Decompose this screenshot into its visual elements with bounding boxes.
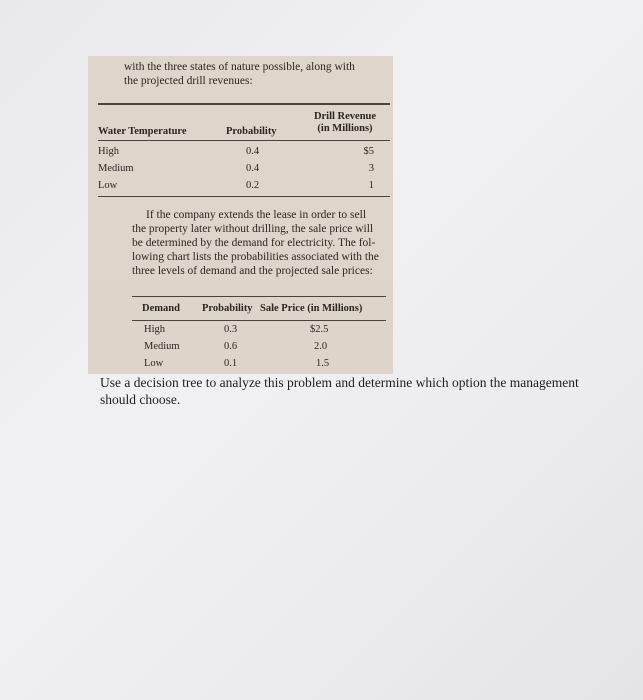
table1-header-water-temperature: Water Temperature	[98, 126, 187, 137]
table2-header-rule	[132, 320, 386, 321]
table1-top-rule	[98, 103, 390, 105]
excerpt-paragraph	[132, 208, 394, 278]
table2-cell-demand: Medium	[144, 341, 180, 352]
excerpt-intro	[124, 60, 386, 88]
question-text	[100, 374, 630, 408]
table1-cell-probability: 0.4	[246, 163, 260, 174]
intro-line: with the three states of nature possible, along with	[124, 61, 355, 73]
table2-header-sale-price: Sale Price (in Millions)	[260, 303, 363, 314]
table1-cell-revenue: $5	[363, 146, 374, 157]
table2-cell-probability: 0.1	[224, 358, 238, 369]
question-line: Use a decision tree to analyze this problem and determine which option the management	[100, 375, 579, 390]
table2-cell-demand: Low	[144, 358, 164, 369]
table2-header-demand: Demand	[142, 303, 180, 314]
table1-cell-probability: 0.4	[246, 146, 260, 157]
table1-cell-state: High	[98, 146, 119, 157]
paragraph-line: three levels of demand and the projected sale prices:	[132, 265, 373, 277]
table2-header-probability: Probability	[202, 303, 253, 314]
question-line: should choose.	[100, 392, 181, 407]
table1-header-rule	[98, 140, 390, 141]
table2-cell-demand: High	[144, 324, 165, 335]
table2-cell-probability: 0.3	[224, 324, 238, 335]
intro-line: the projected drill revenues:	[124, 75, 253, 87]
table2-cell-price: $2.5	[310, 324, 329, 335]
table1-cell-revenue: 3	[368, 163, 374, 174]
table2-cell-price: 2.0	[314, 341, 328, 352]
table1-bottom-rule	[98, 196, 390, 197]
textbook-excerpt-image	[88, 56, 393, 374]
paragraph-line: be determined by the demand for electricity. The fol-	[132, 237, 376, 249]
table1-cell-state: Medium	[98, 163, 134, 174]
table1-header-drill-revenue: Drill Revenue	[313, 111, 377, 122]
table1-cell-state: Low	[98, 180, 118, 191]
paragraph-line: If the company extends the lease in order to sell	[146, 209, 367, 221]
table2-top-rule	[132, 296, 386, 297]
table1-header-probability: Probability	[226, 126, 277, 137]
table2-cell-price: 1.5	[316, 358, 330, 369]
table2-cell-probability: 0.6	[224, 341, 238, 352]
table1-cell-revenue: 1	[368, 180, 374, 191]
paragraph-line: the property later without drilling, the sale price will	[132, 223, 374, 235]
table1-cell-probability: 0.2	[246, 180, 260, 191]
paragraph-line: lowing chart lists the probabilities associated with the	[132, 251, 379, 263]
table1-header-drill-revenue-unit: (in Millions)	[317, 123, 373, 134]
